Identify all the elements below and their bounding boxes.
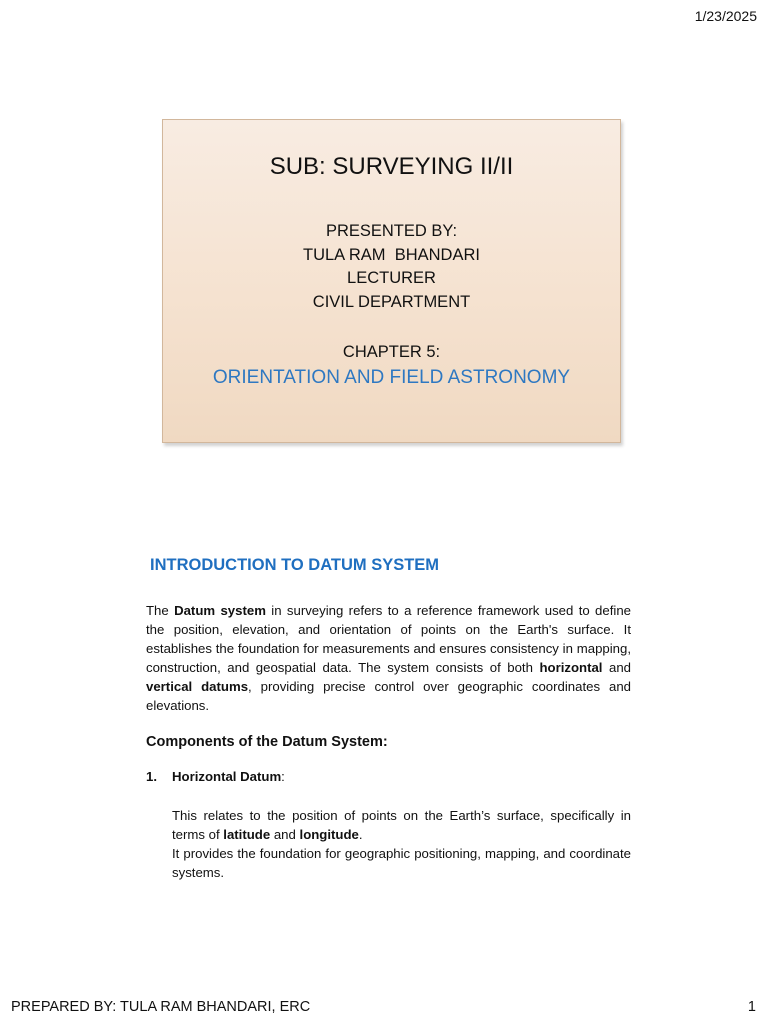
page-number: 1: [747, 999, 756, 1015]
intro-text-1: The: [146, 603, 175, 618]
horizontal-datum-line-1: [172, 806, 631, 844]
bold-longitude: longitude: [299, 827, 359, 842]
presenter-role: LECTURER: [347, 269, 436, 287]
bold-latitude: latitude: [223, 827, 271, 842]
intro-bold-vertical-datums: vertical datums: [146, 679, 249, 694]
list-item-title: [172, 769, 285, 784]
page-date: 1/23/2025: [694, 8, 757, 24]
list-item-number: 1.: [146, 769, 157, 784]
title-slide: [162, 119, 621, 443]
intro-text-3: and: [602, 660, 632, 675]
body-text-2: and: [270, 827, 300, 842]
body-text-3: .: [358, 827, 363, 842]
intro-bold-datum-system: Datum system: [174, 603, 266, 618]
intro-bold-horizontal: horizontal: [539, 660, 603, 675]
intro-text-2: in surveying refers to a reference framework used to define the position, elevation, and orientation of points on the Earth's surface. It establishes the foundation for measurements and ensures consistency in mapping, construction, and geospatial data. The system consists of both: [146, 603, 631, 675]
chapter-topic: ORIENTATION AND FIELD ASTRONOMY: [212, 367, 571, 388]
title-colon: :: [281, 769, 285, 784]
presented-by-label: PRESENTED BY:: [325, 222, 458, 240]
footer-prepared-by: PREPARED BY: TULA RAM BHANDARI, ERC: [11, 999, 311, 1015]
presenter-name: TULA RAM BHANDARI: [303, 245, 480, 264]
chapter-label: CHAPTER 5:: [342, 343, 441, 361]
intro-paragraph: [146, 601, 631, 715]
body-text-1: This relates to the position of points on the Earth’s surface, specifically in terms of: [172, 808, 631, 842]
presenter-block: [163, 220, 620, 314]
section-heading: INTRODUCTION TO DATUM SYSTEM: [150, 556, 440, 574]
horizontal-datum-label: Horizontal Datum: [172, 769, 282, 784]
presenter-department: CIVIL DEPARTMENT: [312, 292, 471, 311]
intro-text-4: , providing precise control over geographic coordinates and elevations.: [146, 679, 631, 713]
list-item-body: [172, 806, 631, 882]
slide-subject: SUB: SURVEYING II/II: [269, 153, 514, 180]
horizontal-datum-line-2: It provides the foundation for geographic positioning, mapping, and coordinate systems.: [172, 846, 631, 880]
components-heading: Components of the Datum System:: [146, 734, 388, 750]
